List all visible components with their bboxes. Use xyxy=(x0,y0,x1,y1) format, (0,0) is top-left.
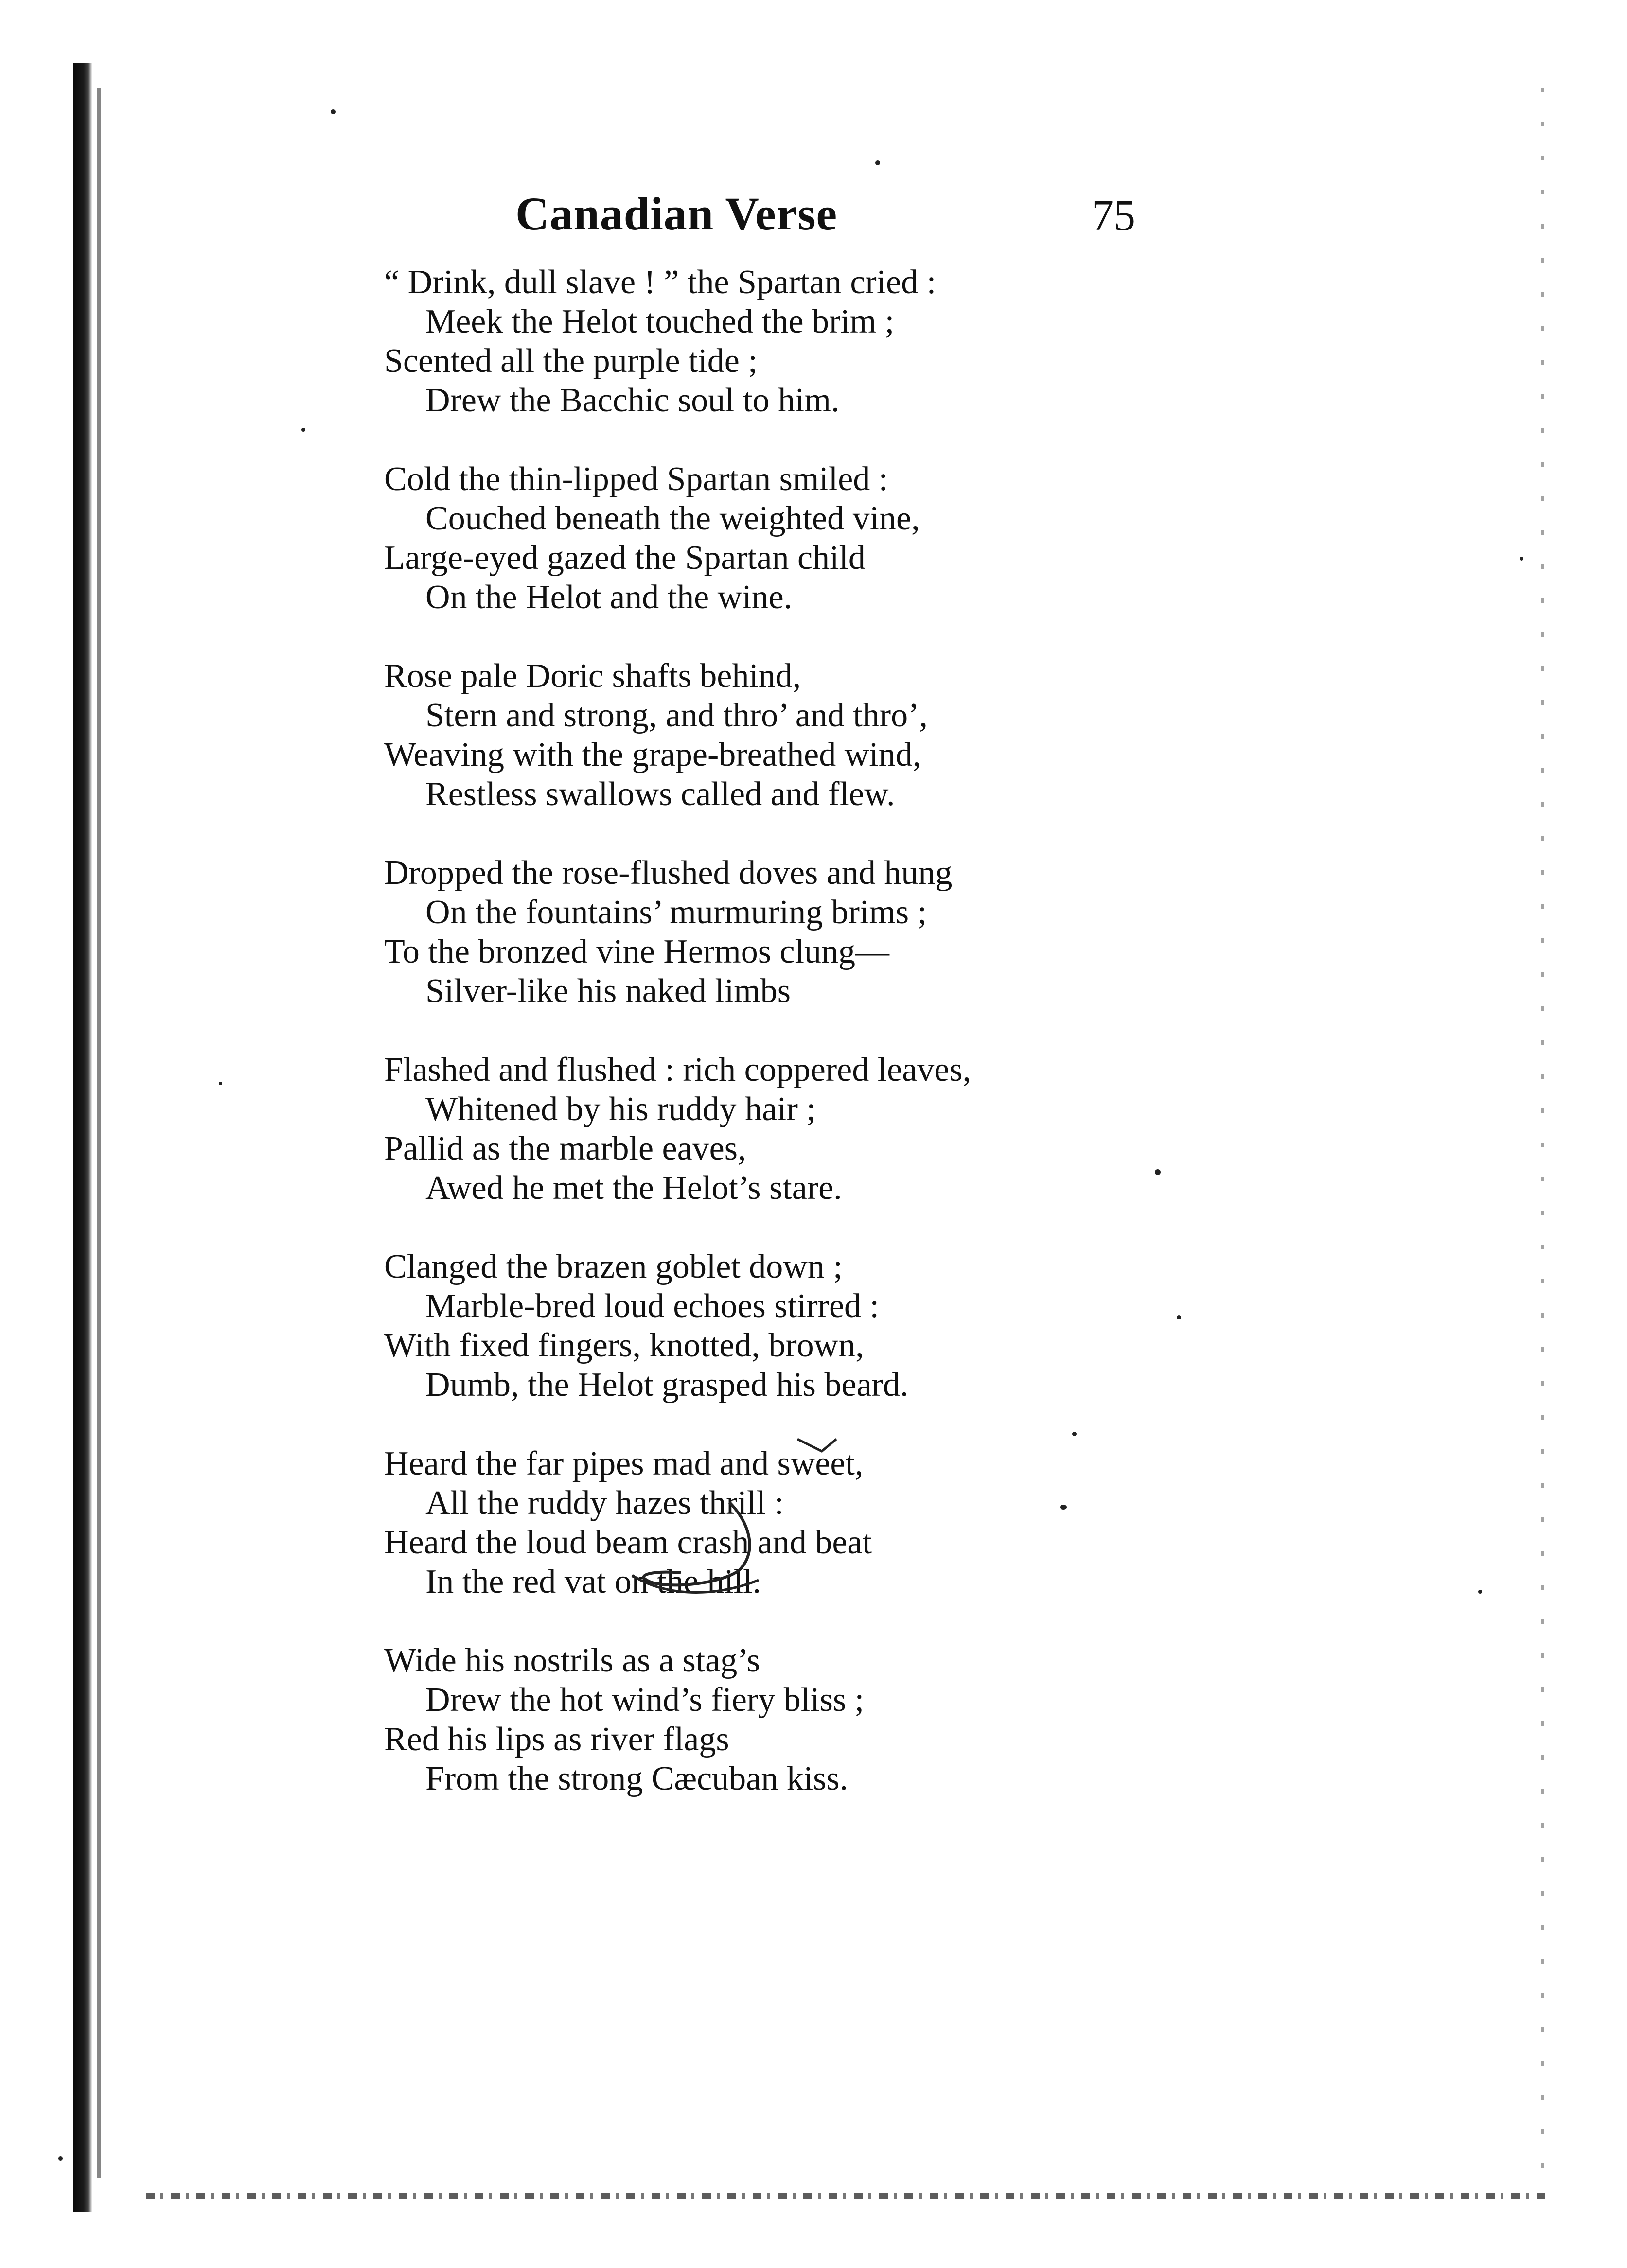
poem-line: Silver-like his naked limbs xyxy=(425,972,791,1010)
poem-line: Marble-bred loud echoes stirred : xyxy=(425,1287,880,1325)
stanza xyxy=(384,1444,1259,1601)
scan-speck xyxy=(301,428,305,432)
poem-line: Restless swallows called and flew. xyxy=(425,775,895,813)
poem-line: Rose pale Doric shafts behind, xyxy=(384,657,801,695)
poem-line: All the ruddy hazes thrill : xyxy=(425,1484,784,1522)
poem-line: “ Drink, dull slave ! ” the Spartan cried : xyxy=(384,264,937,301)
binding-shadow xyxy=(73,63,92,2212)
poem-line: Pallid as the marble eaves, xyxy=(384,1130,746,1167)
scan-speck xyxy=(58,2156,63,2161)
poem-line: Scented all the purple tide ; xyxy=(384,342,758,380)
binding-shadow-line xyxy=(97,88,101,2178)
poem-line: Large-eyed gazed the Spartan child xyxy=(384,539,866,577)
poem-line: Cold the thin-lipped Spartan smiled : xyxy=(384,460,888,498)
stanza xyxy=(384,459,1259,617)
running-title: Canadian Verse xyxy=(515,188,838,240)
running-header xyxy=(0,185,1627,243)
stanza xyxy=(384,1247,1259,1405)
scan-speck xyxy=(331,109,336,114)
stanza xyxy=(384,853,1259,1011)
poem-line: Meek the Helot touched the brim ; xyxy=(425,303,895,340)
scan-speck xyxy=(1478,1590,1482,1594)
scan-speck xyxy=(219,1082,222,1085)
poem-line: Weaving with the grape-breathed wind, xyxy=(384,736,921,774)
scan-speck xyxy=(1072,1432,1077,1436)
scan-speck xyxy=(1155,1169,1161,1175)
poem-line: Heard the far pipes mad and sweet, xyxy=(384,1445,864,1482)
poem-line: Dropped the rose-flushed doves and hung xyxy=(384,854,953,892)
poem-line: Heard the loud beam crash and beat xyxy=(384,1524,872,1561)
page-right-edge xyxy=(1541,88,1544,2178)
poem-line: Red his lips as river flags xyxy=(384,1721,729,1758)
poem-line: In the red vat on the hill. xyxy=(425,1563,761,1600)
stanza xyxy=(384,1050,1259,1208)
poem-line: Whitened by his ruddy hair ; xyxy=(425,1090,816,1128)
stanza xyxy=(384,263,1259,420)
scan-speck xyxy=(1060,1505,1067,1510)
poem-line: Dumb, the Helot grasped his beard. xyxy=(425,1366,909,1404)
poem-line: On the fountains’ murmuring brims ; xyxy=(425,894,927,931)
poem-line: Wide his nostrils as a stag’s xyxy=(384,1642,760,1679)
stanza xyxy=(384,656,1259,814)
page-bottom-edge xyxy=(146,2193,1546,2199)
poem xyxy=(384,263,1259,1838)
poem-line: Drew the Bacchic soul to him. xyxy=(425,382,840,419)
poem-line: From the strong Cæcuban kiss. xyxy=(425,1760,849,1797)
poem-line: Couched beneath the weighted vine, xyxy=(425,500,920,537)
stanza xyxy=(384,1641,1259,1798)
poem-line: Awed he met the Helot’s stare. xyxy=(425,1169,842,1207)
scan-speck xyxy=(1520,557,1523,561)
poem-line: Drew the hot wind’s fiery bliss ; xyxy=(425,1681,865,1719)
poem-line: Flashed and flushed : rich coppered leaves, xyxy=(384,1051,972,1089)
page-number: 75 xyxy=(1092,192,1135,240)
poem-line: To the bronzed vine Hermos clung— xyxy=(384,933,889,970)
poem-line: On the Helot and the wine. xyxy=(425,579,793,616)
scan-speck xyxy=(1177,1315,1181,1319)
poem-line: Clanged the brazen goblet down ; xyxy=(384,1248,843,1285)
scan-speck xyxy=(875,160,880,165)
poem-line: With fixed fingers, knotted, brown, xyxy=(384,1327,864,1364)
poem-line: Stern and strong, and thro’ and thro’, xyxy=(425,697,928,734)
